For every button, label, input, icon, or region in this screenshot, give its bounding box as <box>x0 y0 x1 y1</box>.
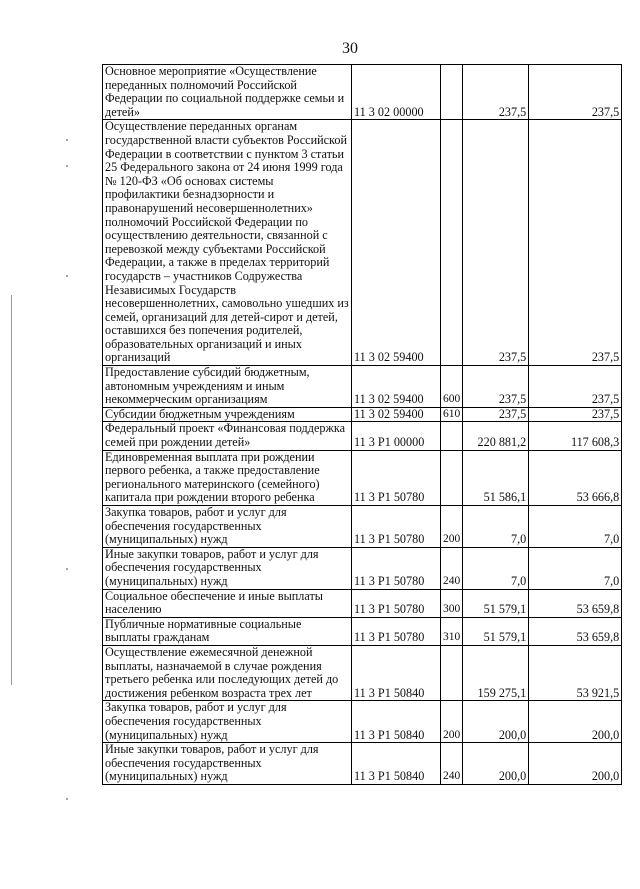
table-row <box>103 589 622 617</box>
row-code-cell: 11 3 P1 50780 <box>352 617 441 645</box>
table-row <box>103 366 622 408</box>
row-amount-first-cell: 7,0 <box>463 547 529 589</box>
row-amount-second-cell: 237,5 <box>529 366 622 408</box>
row-expense-type-cell: 240 <box>441 547 463 589</box>
row-amount-first-cell: 237,5 <box>463 120 529 366</box>
row-code-cell: 11 3 P1 50840 <box>352 743 441 785</box>
row-expense-type-cell: 610 <box>441 407 463 422</box>
row-code-cell: 11 3 P1 50780 <box>352 547 441 589</box>
table-row <box>103 743 622 785</box>
row-expense-type-cell <box>441 422 463 450</box>
row-amount-second-cell: 117 608,3 <box>529 422 622 450</box>
row-name-cell: Социальное обеспечение и иные выплаты населению <box>103 589 352 617</box>
row-amount-second-cell: 53 666,8 <box>529 450 622 505</box>
row-amount-second-cell: 237,5 <box>529 407 622 422</box>
row-amount-second-cell: 7,0 <box>529 506 622 548</box>
scan-dot <box>66 568 68 570</box>
row-code-cell: 11 3 P1 50840 <box>352 645 441 700</box>
table-row <box>103 407 622 422</box>
row-amount-first-cell: 237,5 <box>463 366 529 408</box>
row-expense-type-cell: 300 <box>441 589 463 617</box>
table-row <box>103 450 622 505</box>
row-expense-type-cell: 200 <box>441 701 463 743</box>
table-row <box>103 65 622 120</box>
row-name-cell: Закупка товаров, работ и услуг для обеспечения государственных (муниципальных) нужд <box>103 701 352 743</box>
row-name-cell: Единовременная выплата при рождении первого ребенка, а также предоставление регионального материнского (семейного) капитала при рождении второго ребенка <box>103 450 352 505</box>
table-row <box>103 617 622 645</box>
row-amount-first-cell: 7,0 <box>463 506 529 548</box>
row-expense-type-cell: 600 <box>441 366 463 408</box>
table-row <box>103 701 622 743</box>
row-code-cell: 11 3 02 00000 <box>352 65 441 120</box>
row-expense-type-cell <box>441 645 463 700</box>
row-expense-type-cell <box>441 450 463 505</box>
row-amount-first-cell: 200,0 <box>463 701 529 743</box>
table-row <box>103 422 622 450</box>
row-name-cell: Иные закупки товаров, работ и услуг для обеспечения государственных (муниципальных) нужд <box>103 547 352 589</box>
row-amount-second-cell: 237,5 <box>529 120 622 366</box>
row-code-cell: 11 3 P1 50840 <box>352 701 441 743</box>
row-name-cell: Осуществление ежемесячной денежной выплаты, назначаемой в случае рождения третьего ребенка или последующих детей до достижения ребенком возраста трех лет <box>103 645 352 700</box>
row-amount-second-cell: 200,0 <box>529 743 622 785</box>
row-name-cell: Основное мероприятие «Осуществление переданных полномочий Российской Федерации по социальной поддержке семьи и детей» <box>103 65 352 120</box>
row-name-cell: Иные закупки товаров, работ и услуг для обеспечения государственных (муниципальных) нужд <box>103 743 352 785</box>
row-amount-second-cell: 200,0 <box>529 701 622 743</box>
row-code-cell: 11 3 P1 50780 <box>352 589 441 617</box>
row-expense-type-cell <box>441 120 463 366</box>
row-code-cell: 11 3 P1 00000 <box>352 422 441 450</box>
row-amount-first-cell: 237,5 <box>463 407 529 422</box>
row-amount-second-cell: 7,0 <box>529 547 622 589</box>
row-amount-second-cell: 53 659,8 <box>529 589 622 617</box>
row-code-cell: 11 3 02 59400 <box>352 407 441 422</box>
row-code-cell: 11 3 02 59400 <box>352 366 441 408</box>
row-name-cell: Закупка товаров, работ и услуг для обеспечения государственных (муниципальных) нужд <box>103 506 352 548</box>
scan-dot <box>66 165 68 167</box>
row-code-cell: 11 3 P1 50780 <box>352 450 441 505</box>
row-amount-second-cell: 53 659,8 <box>529 617 622 645</box>
row-amount-first-cell: 220 881,2 <box>463 422 529 450</box>
table-row <box>103 645 622 700</box>
table-row <box>103 547 622 589</box>
row-amount-first-cell: 51 579,1 <box>463 589 529 617</box>
scan-dot <box>66 275 68 277</box>
budget-table-body <box>103 65 622 785</box>
row-amount-first-cell: 51 579,1 <box>463 617 529 645</box>
row-amount-first-cell: 159 275,1 <box>463 645 529 700</box>
row-expense-type-cell: 240 <box>441 743 463 785</box>
row-amount-first-cell: 51 586,1 <box>463 450 529 505</box>
row-name-cell: Субсидии бюджетным учреждениям <box>103 407 352 422</box>
row-amount-second-cell: 237,5 <box>529 65 622 120</box>
budget-table <box>102 64 622 785</box>
row-name-cell: Федеральный проект «Финансовая поддержка семей при рождении детей» <box>103 422 352 450</box>
page-number: 30 <box>342 40 358 57</box>
row-amount-first-cell: 237,5 <box>463 65 529 120</box>
row-expense-type-cell: 200 <box>441 506 463 548</box>
row-code-cell: 11 3 02 59400 <box>352 120 441 366</box>
row-expense-type-cell: 310 <box>441 617 463 645</box>
row-name-cell: Публичные нормативные социальные выплаты гражданам <box>103 617 352 645</box>
row-amount-second-cell: 53 921,5 <box>529 645 622 700</box>
scan-dot <box>66 798 68 800</box>
scan-dot <box>66 139 68 141</box>
table-row <box>103 120 622 366</box>
row-code-cell: 11 3 P1 50780 <box>352 506 441 548</box>
row-expense-type-cell <box>441 65 463 120</box>
row-name-cell: Осуществление переданных органам государственной власти субъектов Российской Федерации в соответствии с пунктом 3 статьи 25 Федерального закона от 24 июня 1999 года № 120-ФЗ «Об основах системы профилактики безнадзорности и правонарушений несовершеннолетних» полномочий Российской Федерации по осуществлению деятельности, связанной с перевозкой между субъектами Российской Федерации, а также в пределах территорий государств – участников Содружества Независимых Государств несовершеннолетних, самовольно ушедших из семей, организаций для детей-сирот и детей, оставшихся без попечения родителей, образовательных организаций и иных организаций <box>103 120 352 366</box>
row-amount-first-cell: 200,0 <box>463 743 529 785</box>
table-row <box>103 506 622 548</box>
row-name-cell: Предоставление субсидий бюджетным, автономным учреждениям и иным некоммерческим организациям <box>103 366 352 408</box>
scan-margin-line <box>11 295 12 685</box>
